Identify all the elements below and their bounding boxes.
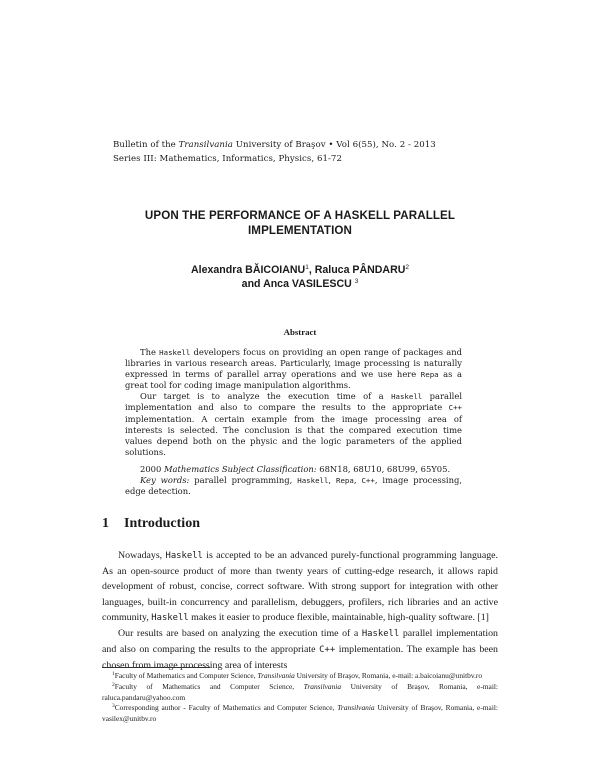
section-title: Introduction	[124, 516, 200, 531]
separator: ,	[308, 264, 315, 276]
code-term: Haskell	[391, 392, 423, 402]
keywords-label: Key words:	[140, 475, 190, 486]
code-term: C++	[319, 645, 336, 656]
keywords-line: Key words: parallel programming, Haskell, Repa, C++, image processing, edge detection.	[125, 475, 463, 497]
header-text: Bulletin of the	[113, 140, 179, 150]
footnote: $^1$Faculty of Mathematics and Computer Science, Transilvania University of Braşov, Romania, e-mail: a.baicoianu@unitbv.ro	[112, 671, 483, 680]
author-name: Anca VASILESCU	[263, 278, 355, 290]
body-paragraph: Nowadays, Haskell is accepted to be an advanced purely-functional programming language. As an open-source product of more than twenty years of cutting-edge research, it allows rapid development of robust, concise, correct software. With strong support for integration with other languages, built-in concurrency and parallelism, debuggers, profilers, rich libraries and an active community, Haskell makes it easier to produce flexible, maintainable, high-quality software. [1]	[102, 550, 498, 623]
abstract-body	[125, 347, 462, 458]
footnote: $^2$Faculty of Mathematics and Computer Science, Transilvania University of Braşov, Romania, e-mail: raluca.pandaru@yahoo.com	[102, 681, 498, 702]
code-term: Haskell	[159, 348, 191, 357]
journal-name: Transilvania	[178, 140, 233, 150]
body-text	[102, 548, 498, 674]
header-text: University of Braşov • Vol 6(55), No. 2 - 2013	[232, 140, 436, 150]
code-term: Haskell	[297, 476, 329, 486]
author-name: Raluca PÂNDARU	[314, 264, 406, 276]
code-term: Haskell	[165, 551, 203, 561]
section-number: 1	[102, 516, 109, 531]
code-term: Repa	[336, 476, 354, 486]
journal-header-line2: Series III: Mathematics, Informatics, Physics, 61-72	[113, 154, 342, 164]
msc-line: 2000 Mathematics Subject Classification: 68N18, 68U10, 68U99, 65Y05.	[140, 464, 451, 474]
body-paragraph: Our results are based on analyzing the execution time of a Haskell parallel implementation and also on comparing the results to the appropriate C++ implementation. The example has been chosen from image processing area of interests	[102, 628, 498, 672]
code-term: Haskell	[151, 612, 189, 623]
separator: and	[241, 278, 264, 290]
footnote-rule	[102, 667, 210, 668]
classification-block	[125, 464, 462, 497]
footnote-marker: 1	[305, 264, 309, 271]
title-line: UPON THE PERFORMANCE OF A HASKELL PARALLEL	[144, 209, 456, 222]
code-term: Haskell	[361, 629, 400, 640]
code-term: C++	[448, 403, 462, 413]
title-line: IMPLEMENTATION	[247, 224, 353, 237]
footnote-marker: 3	[354, 278, 359, 285]
code-term: C++	[361, 476, 375, 486]
footnote: $^3$Corresponding author - Faculty of Mathematics and Computer Science, Transilvania University of Braşov, Romania, e-mail: vasilex@unitbv.ro	[102, 703, 498, 724]
footnotes	[102, 671, 498, 725]
abstract-paragraph: Our target is to analyze the execution time of a Haskell parallel implementation and also to compare the results to the appropriate C++ implementation. A certain example from the image processing area of interests is selected. The conclusion is that the compared execution time values depend both on the physic and the logic parameters of the applied solutions.	[125, 391, 462, 457]
abstract-paragraph: The Haskell developers focus on providing an open range of packages and libraries in various research areas. Particularly, image processing is naturally expressed in terms of parallel array operations and we use here Repa as a great tool for coding image manipulation algorithms.	[125, 347, 462, 391]
code-term: Repa	[420, 370, 439, 380]
author-list	[100, 263, 500, 291]
abstract-heading: Abstract	[283, 327, 317, 337]
journal-header-line1	[113, 140, 436, 150]
author-line	[100, 277, 500, 291]
author-line	[100, 263, 500, 277]
section-heading	[102, 516, 200, 532]
author-name: Alexandra BĂICOIANU	[191, 264, 306, 276]
footnote-marker: 2	[405, 264, 409, 271]
paper-title	[100, 208, 500, 238]
msc-label: Mathematics Subject Classification:	[163, 464, 317, 474]
